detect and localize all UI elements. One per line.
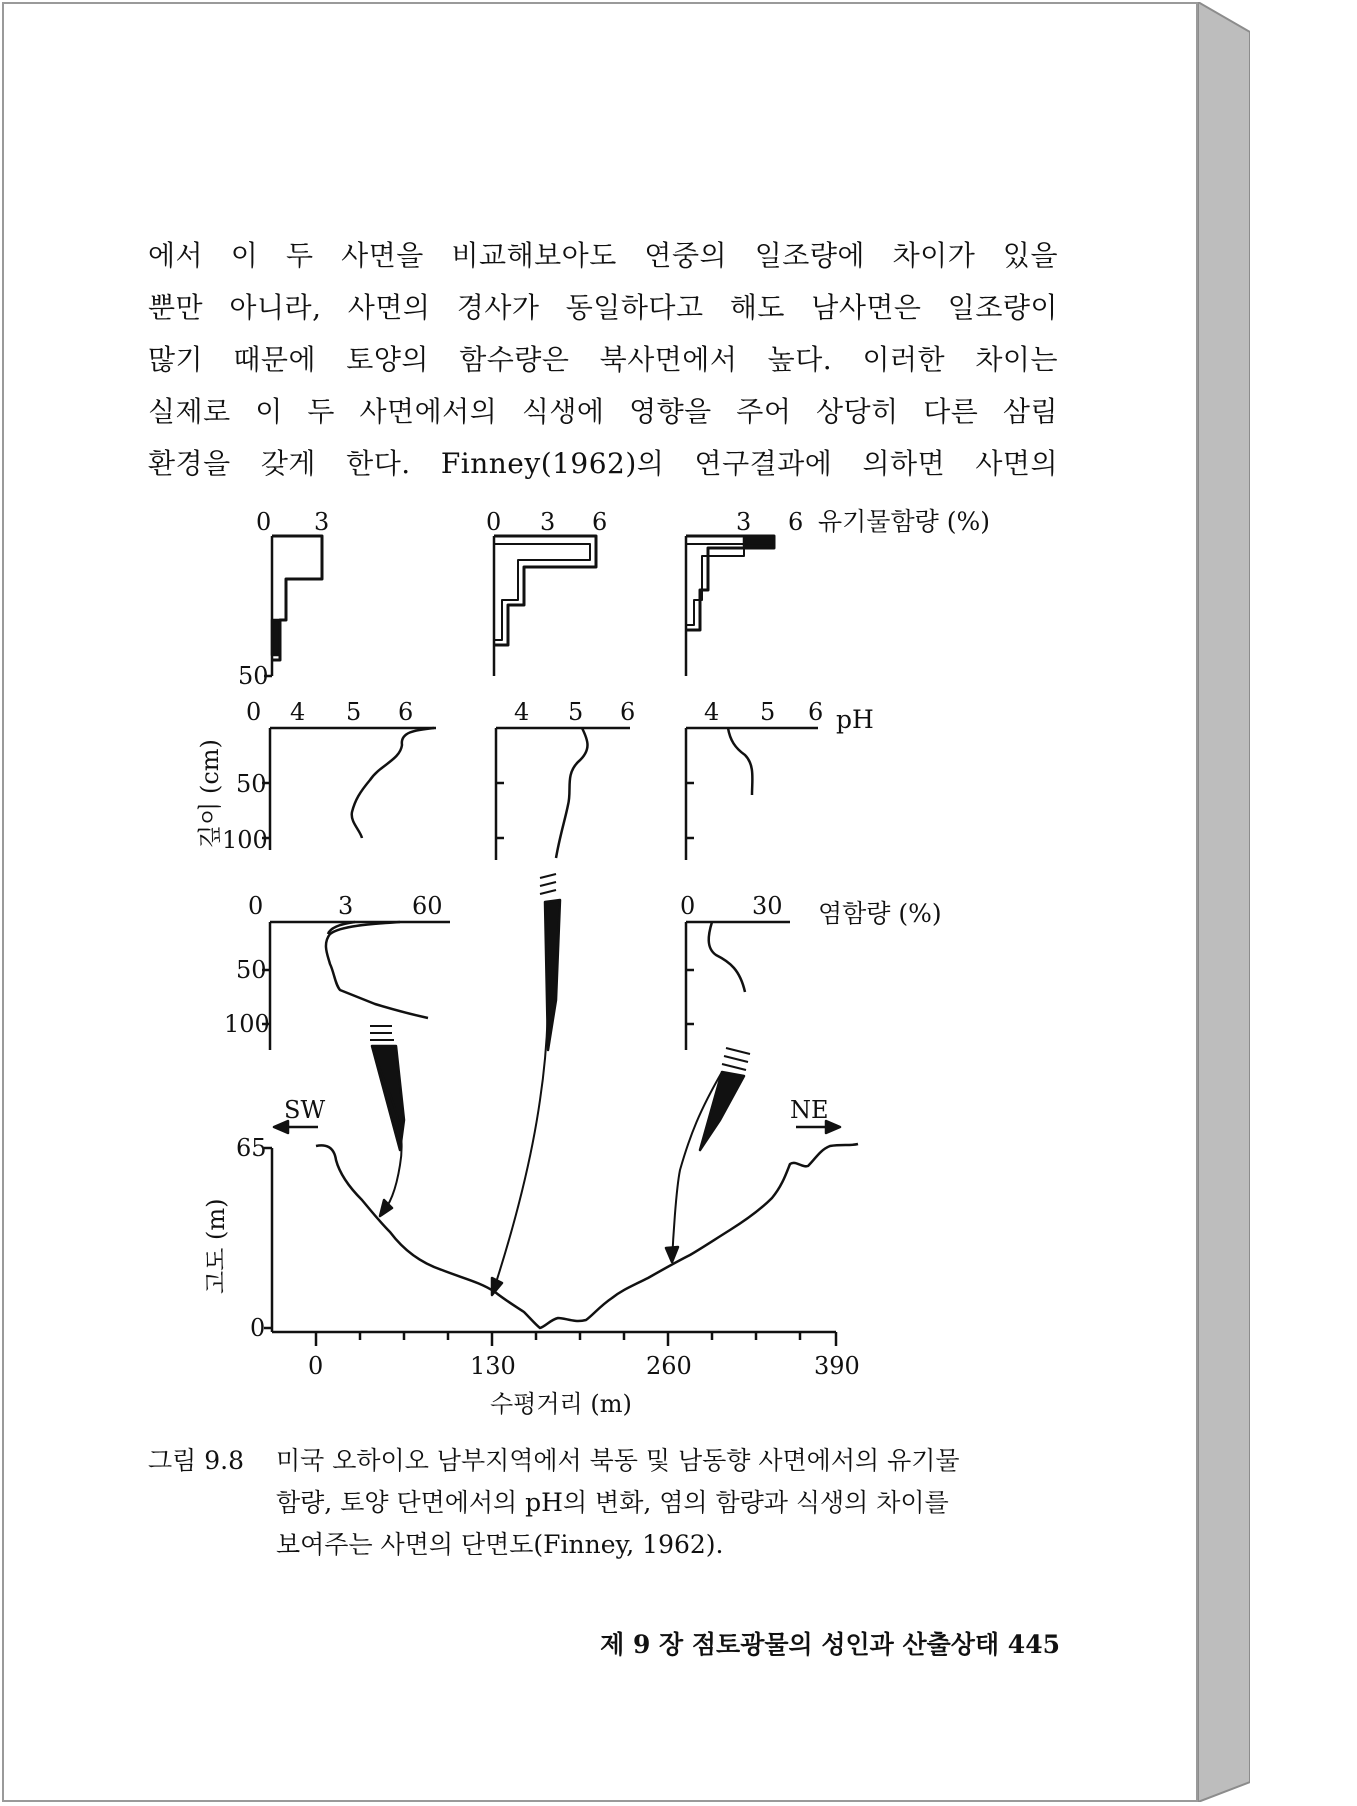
profile-y-tick: 0 [250,1314,266,1342]
ph-panel-3 [686,698,874,860]
ph-p3-tick: 4 [704,698,720,726]
profile-x-tick: 260 [646,1352,692,1380]
ph-p2-tick: 6 [620,698,636,726]
organic-label: 유기물함량 (%) [818,507,990,536]
organic-panel-2 [486,508,607,676]
vegetation-arrows [370,874,750,1295]
base-label: 염함량 (%) [818,899,942,928]
base-p3-tick: 0 [680,892,696,920]
organic-p2-tick: 3 [540,508,556,536]
organic-p2-tick: 6 [592,508,608,536]
profile-y-tick: 65 [236,1134,267,1162]
organic-p3-tick: 3 [736,508,752,536]
organic-panel-1 [238,508,329,690]
caption-body [276,1440,1058,1566]
organic-p3-tick: 6 [788,508,804,536]
caption-line: 보여주는 사면의 단면도(Finney, 1962). [276,1530,724,1559]
base-p1-tick: 0 [248,892,264,920]
body-line: 뿐만 아니라, 사면의 경사가 동일하다고 해도 남사면은 일조량이 [148,291,1058,324]
base-depth-tick: 50 [236,956,267,984]
organic-p1-tick: 0 [256,508,272,536]
ph-label: pH [836,705,874,734]
profile-x-axis-label: 수평거리 (m) [490,1390,632,1418]
organic-p2-tick: 0 [486,508,502,536]
running-footer: 제 9 장 점토광물의 성인과 산출상태 445 [600,1630,1060,1659]
ph-depth-tick: 50 [236,770,267,798]
ph-p1-tick: 0 [246,698,262,726]
ph-panel-2 [496,698,635,860]
base-panel-1 [224,892,450,1050]
ph-p3-tick: 5 [760,698,776,726]
caption-line: 미국 오하이오 남부지역에서 북동 및 남동향 사면에서의 유기물 [276,1446,960,1475]
ne-label: NE [790,1096,829,1124]
ph-panel-1 [196,698,436,854]
ph-p2-tick: 4 [514,698,530,726]
ph-p3-tick: 6 [808,698,824,726]
ph-p1-tick: 5 [346,698,362,726]
body-line: 실제로 이 두 사면에서의 식생에 영향을 주어 상당히 다른 삼림 [148,395,1058,428]
organic-depth-tick: 50 [238,662,269,690]
ph-depth-tick: 100 [222,826,268,854]
organic-p1-tick: 3 [314,508,330,536]
base-p1-tick: 3 [338,892,354,920]
base-depth-tick: 100 [224,1010,270,1038]
slope-profile-chart [202,1096,860,1418]
depth-axis-label: 깊이 (cm) [196,739,224,848]
body-line: 에서 이 두 사면을 비교해보아도 연중의 일조량에 차이가 있을 [148,239,1058,272]
base-p3-tick: 30 [752,892,783,920]
caption-line: 함량, 토양 단면에서의 pH의 변화, 염의 함량과 식생의 차이를 [276,1488,949,1517]
profile-x-tick: 130 [470,1352,516,1380]
body-line: 많기 때문에 토양의 함수량은 북사면에서 높다. 이러한 차이는 [148,343,1058,376]
base-p1-tick: 60 [412,892,443,920]
ph-p1-tick: 4 [290,698,306,726]
ph-p2-tick: 5 [568,698,584,726]
sw-label: SW [284,1096,326,1124]
profile-x-tick: 0 [308,1352,324,1380]
ph-p1-tick: 6 [398,698,414,726]
organic-panel-3 [686,507,990,676]
base-panel-3 [680,892,942,1050]
profile-y-axis-label: 고도 (m) [202,1198,230,1294]
body-line: 환경을 갖게 한다. Finney(1962)의 연구결과에 의하면 사면의 [148,447,1058,480]
caption-label: 그림 9.8 [148,1446,245,1475]
profile-x-tick: 390 [814,1352,860,1380]
